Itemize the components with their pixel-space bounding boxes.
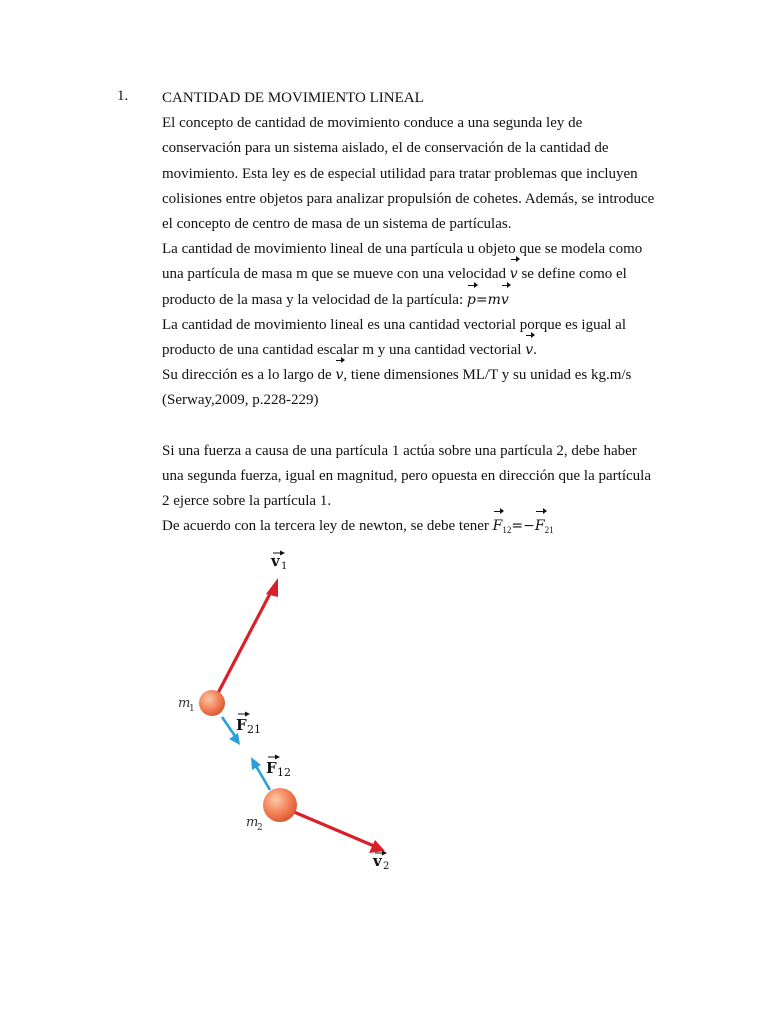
label-v2-arrow-tip — [382, 851, 387, 856]
label-f12-arrow-tip — [275, 755, 280, 760]
text-segment: una partícula de masa m que se mueve con una velocidad — [162, 266, 510, 283]
text-segment: se define como el — [517, 266, 627, 283]
particle-m1 — [199, 690, 225, 716]
subscript: 12 — [502, 525, 512, 536]
label-m1-main: m — [178, 696, 191, 711]
label-f12-sub: 12 — [277, 766, 291, 779]
text-segment: Su dirección es a lo largo de — [162, 367, 336, 384]
text-segment: producto de una cantidad escalar m y una cantidad vectorial — [162, 341, 526, 358]
velocity-arrow-v1 — [218, 578, 278, 693]
label-f21-arrow-tip — [245, 712, 250, 717]
text-segment: , tiene dimensiones ML/T y su unidad es kg.m/s — [343, 367, 632, 384]
text-segment: . — [533, 341, 537, 358]
paragraph-line: 2 ejerce sobre la partícula 1. — [162, 493, 332, 509]
velocity-arrow-v2-shaft — [294, 812, 374, 846]
force-vector-symbol: F — [535, 514, 545, 539]
section-number: 1. — [117, 88, 129, 104]
paragraph-line: colisiones entre objetos para analizar propulsión de cohetes. Además, se introduce — [162, 190, 655, 207]
citation: (Serway,2009, p.228-229) — [162, 392, 319, 409]
label-v2-sub: 2 — [383, 861, 390, 872]
label-f21-sub: 21 — [247, 723, 261, 736]
force-vector-symbol: F — [493, 514, 503, 539]
section-title: CANTIDAD DE MOVIMIENTO LINEAL — [162, 90, 424, 106]
paragraph-line: una segunda fuerza, igual en magnitud, pero opuesta en dirección que la partícula — [162, 467, 651, 484]
paragraph-line: movimiento. Esta ley es de especial utilidad para tratar problemas que incluyen — [162, 165, 638, 182]
label-f12 — [266, 755, 291, 780]
label-m1 — [178, 696, 195, 714]
text-segment: De acuerdo con la tercera ley de newton, se debe tener — [162, 518, 493, 535]
velocity-arrow-v2 — [294, 812, 385, 853]
mass-symbol: m — [487, 291, 501, 308]
velocity-vector-symbol: v — [501, 288, 509, 313]
momentum-vector-symbol: p — [467, 288, 476, 313]
velocity-arrow-v1-head — [266, 578, 278, 597]
label-m2-sub: 2 — [257, 823, 263, 833]
velocity-vector-symbol: v — [510, 262, 518, 287]
equals-sign: = — [511, 518, 524, 535]
subscript: 21 — [544, 525, 554, 536]
paragraph-line: conservación para un sistema aislado, el de conservación de la cantidad de — [162, 140, 609, 157]
velocity-vector-symbol: v — [335, 363, 343, 388]
paragraph-line: La cantidad de movimiento lineal de una partícula u objeto que se modela como — [162, 241, 643, 258]
paragraph-line: Si una fuerza a causa de una partícula 1 actúa sobre una partícula 2, debe haber — [162, 442, 637, 459]
label-v2 — [372, 851, 389, 873]
label-v2-main: v — [373, 852, 382, 870]
force-arrow-f21-shaft — [222, 717, 235, 736]
paragraph-line: el concepto de centro de masa de un sistema de partículas. — [162, 215, 512, 232]
paragraph-line: La cantidad de movimiento lineal es una cantidad vectorial porque es igual al — [162, 316, 626, 333]
particle-m2 — [263, 788, 297, 822]
label-v1 — [270, 551, 287, 573]
minus-sign: − — [523, 518, 535, 535]
label-v1-arrow-tip — [280, 551, 285, 556]
label-m2-main: m — [246, 815, 259, 830]
label-m2 — [246, 815, 263, 833]
velocity-arrow-v1-shaft — [218, 588, 273, 693]
paragraph-line: El concepto de cantidad de movimiento conduce a una segunda ley de — [162, 115, 583, 132]
label-f21-main: F — [236, 716, 247, 734]
text-segment: producto de la masa y la velocidad de la partícula: — [162, 291, 467, 308]
label-m1-sub: 1 — [189, 704, 195, 714]
equals-sign: = — [475, 291, 488, 308]
label-f21 — [236, 712, 261, 737]
label-v1-main: v — [271, 552, 280, 570]
label-f12-main: F — [266, 759, 277, 777]
label-v1-sub: 1 — [281, 561, 288, 572]
velocity-vector-symbol: v — [525, 338, 533, 363]
